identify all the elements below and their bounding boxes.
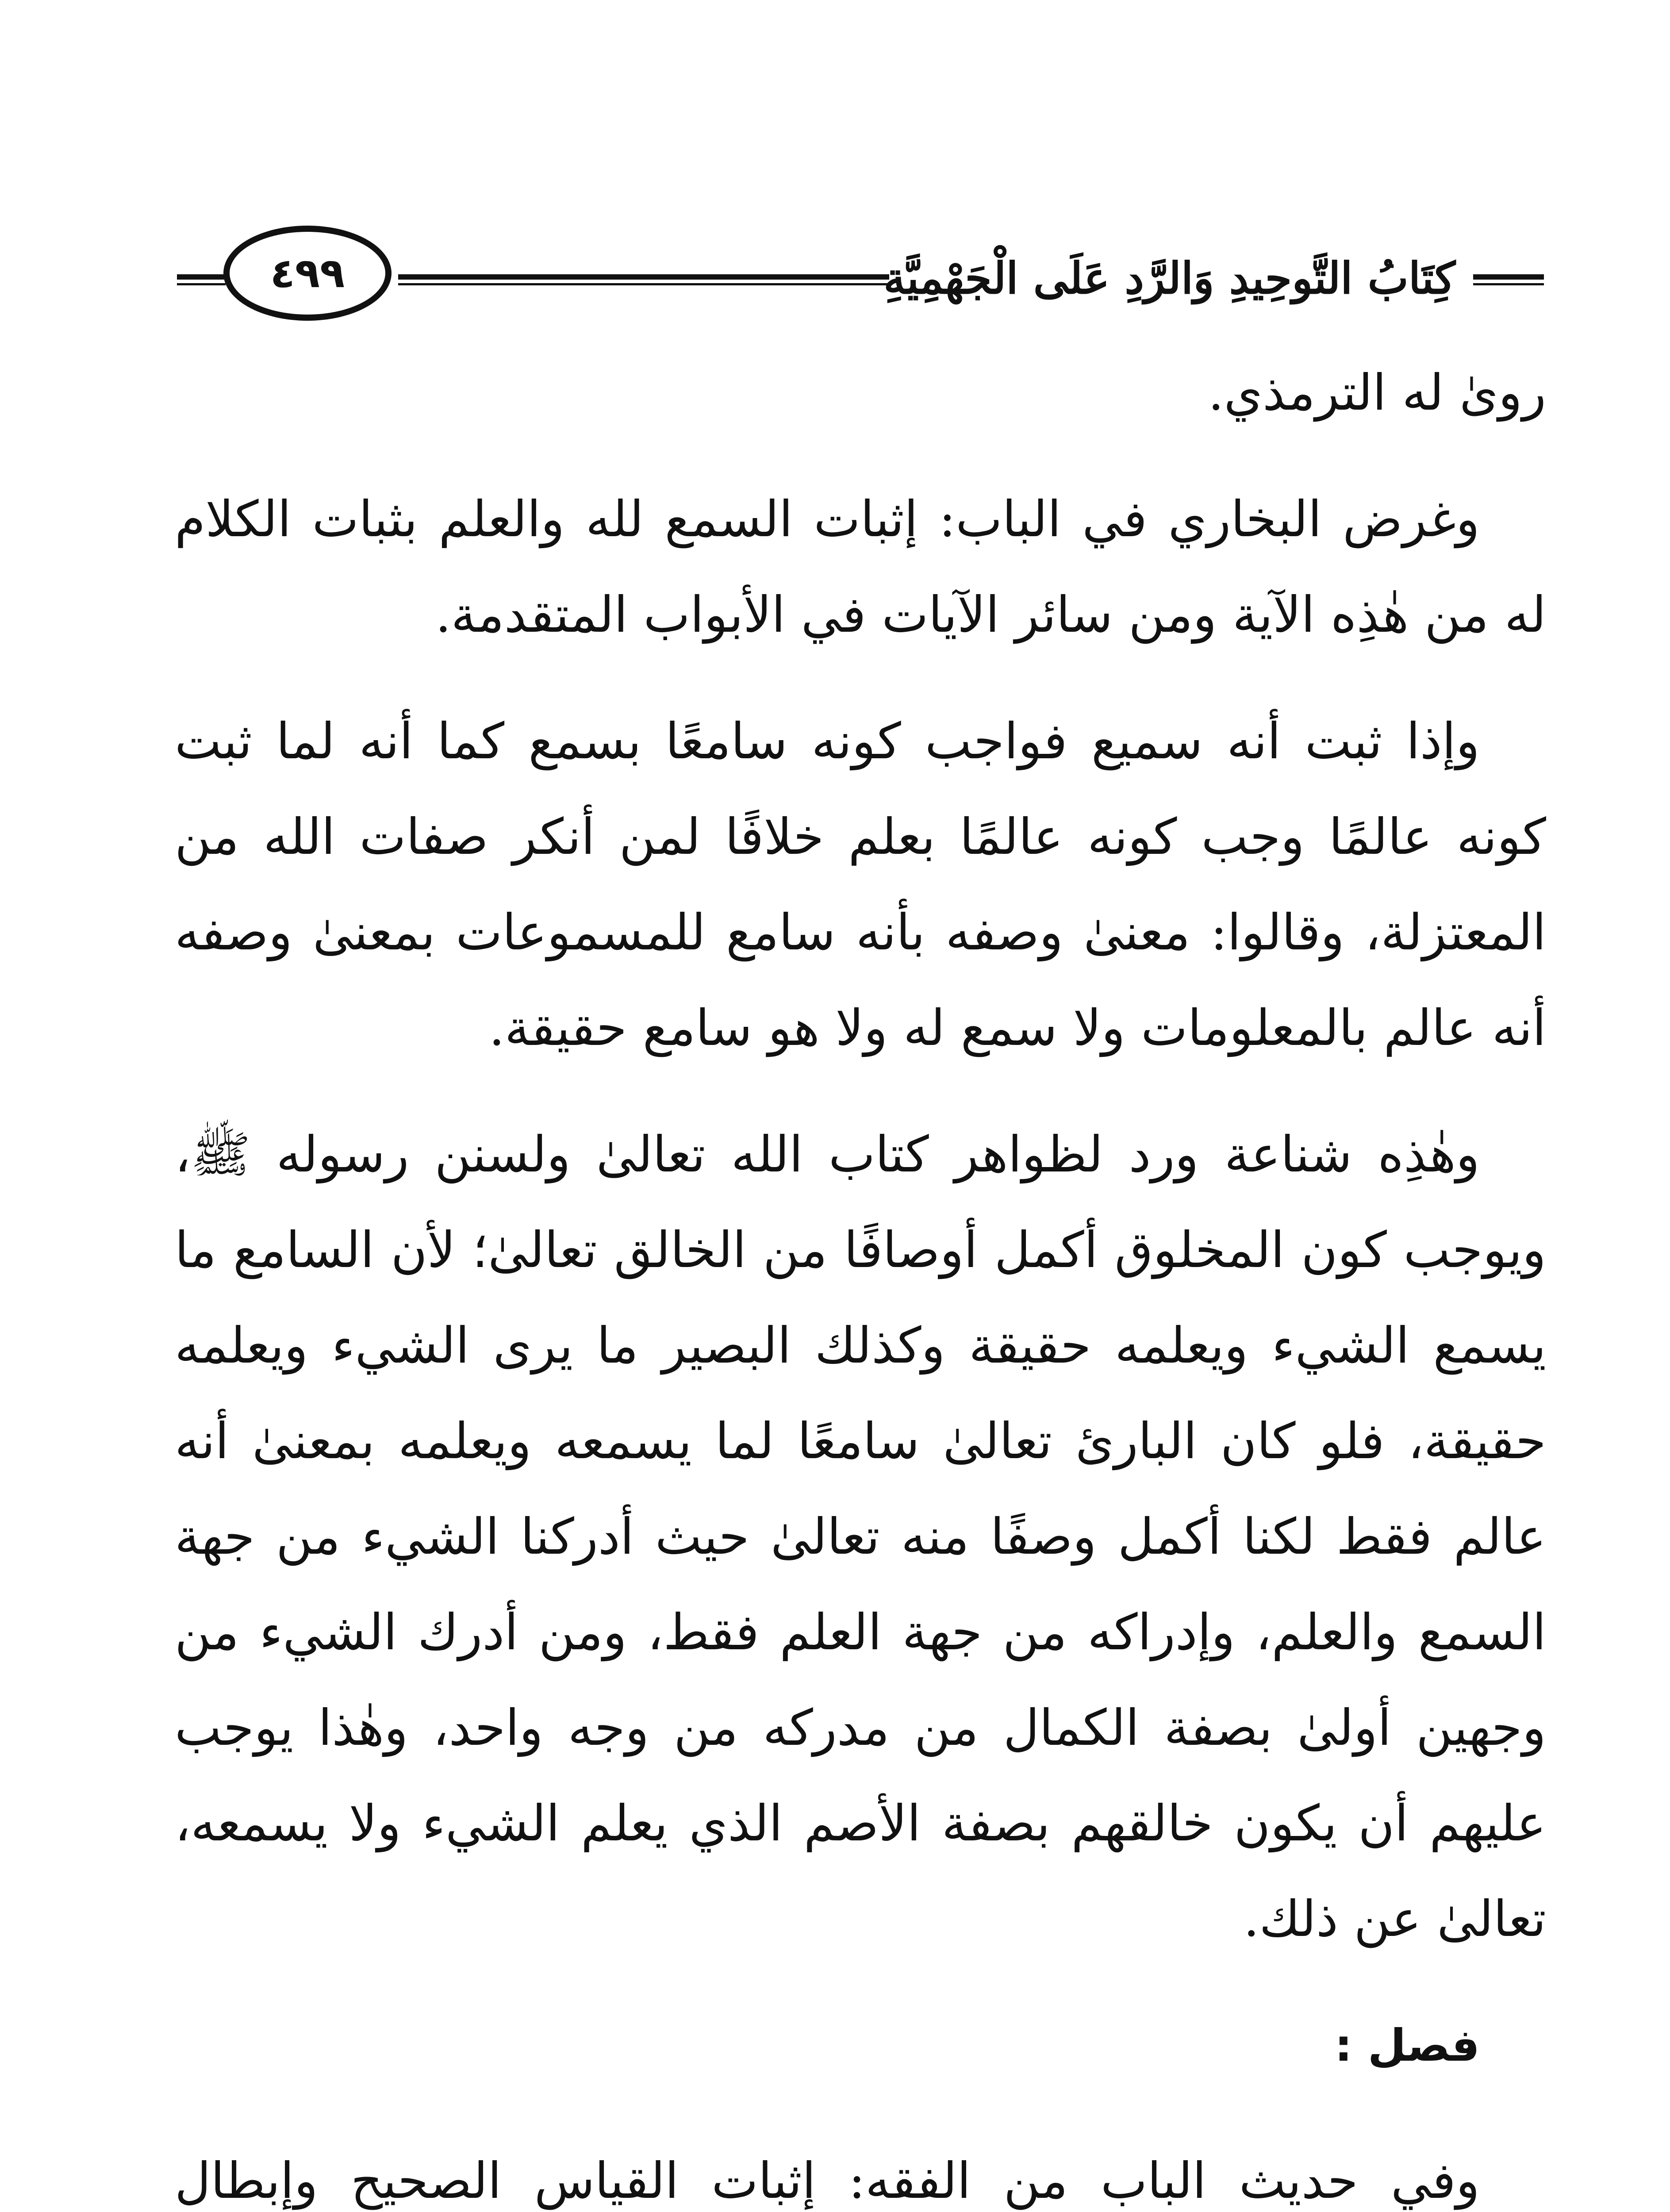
paragraph-5: وفي حديث الباب من الفقه: إثبات القياس الصحيح وإبطال [175, 2152, 1480, 2210]
page-body [175, 345, 1546, 2212]
section-heading: فصل : [1334, 2020, 1480, 2071]
page-number: ٤٩٩ [270, 250, 345, 297]
header-rule-right [1473, 274, 1544, 285]
running-header [177, 208, 1544, 341]
paragraph-4: وهٰذِه شناعة ورد لظواهر كتاب الله تعالیٰ ولسنن رسوله ﷺ، ويوجب كون المخلوق أكمل أوصافًا من الخالق تعالیٰ؛ لأن السامع ما يسمع الشيء ويعلمه حقيقة وكذلك البصير ما يرى الشيء ويعلمه حقيقة، فلو كان البارئ تعالیٰ سامعًا لما يسمعه ويعلمه بمعنیٰ أنه عالم فقط لكنا أكمل وصفًا منه تعالیٰ حيث أدركنا الشيء من جهة السمع والعلم، وإدراكه من جهة العلم فقط، ومن أدرك الشيء من وجهين أولیٰ بصفة الكمال من مدركه من وجه واحد، وهٰذا يوجب عليهم أن يكون خالقهم بصفة الأصم الذي يعلم الشيء ولا يسمعه، تعالیٰ عن ذلك. [175, 1126, 1546, 1948]
book-title: كِتَابُ التَّوحِيدِ وَالرَّدِ عَلَى الْجَهْمِيَّةِ [883, 253, 1455, 304]
header-rule-left [177, 274, 226, 285]
page-number-badge [223, 226, 392, 321]
paragraph-3: وإذا ثبت أنه سميع فواجب كونه سامعًا بسمع كما أنه لما ثبت كونه عالمًا وجب كونه عالمًا بعلم خلافًا لمن أنكر صفات الله من المعتزلة، وقالوا: معنیٰ وصفه بأنه سامع للمسموعات بمعنیٰ وصفه أنه عالم بالمعلومات ولا سمع له ولا هو سامع حقيقة. [175, 713, 1546, 1057]
paragraph-2: وغرض البخاري في الباب: إثبات السمع لله والعلم بثبات الكلام له من هٰذِه الآية ومن سائر الآيات في الأبواب المتقدمة. [175, 491, 1546, 644]
paragraph-1: رویٰ له الترمذي. [1208, 364, 1546, 422]
header-rule-middle [398, 274, 889, 285]
